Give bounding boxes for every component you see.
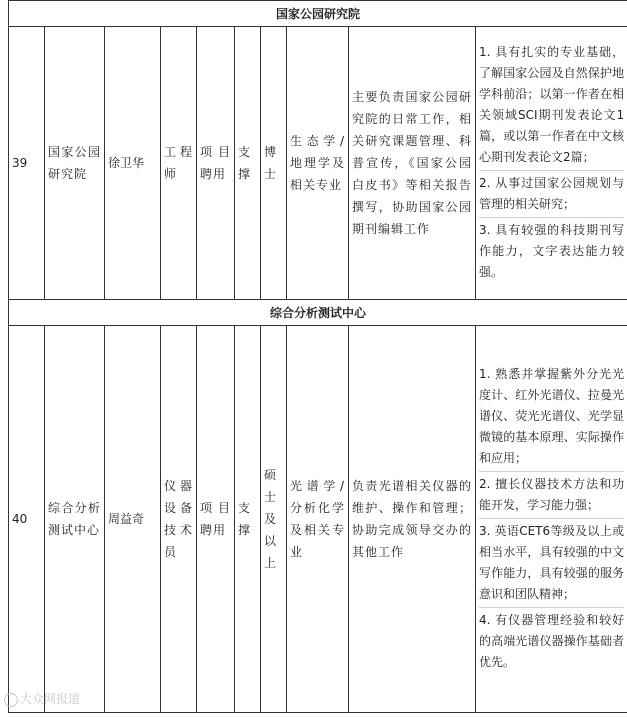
requirements-cell	[476, 27, 627, 300]
duties-cell: 主要负责国家公园研究院的日常工作，相关研究课题管理、科普宣传，《国家公园白皮书》等相关报告撰写，协助国家公园期刊编辑工作	[349, 27, 476, 300]
watermark	[4, 690, 80, 707]
mentor-cell: 徐卫华	[105, 27, 161, 300]
category-cell: 支撑	[235, 27, 261, 300]
position-cell: 工程师	[161, 27, 197, 300]
section-header-row	[9, 1, 627, 27]
requirement-item: 1. 熟悉并掌握紫外分光光度计、红外光谱仪、拉曼光谱仪、荧光光谱仪、光学显微镜的基本原理、实际操作和应用；	[479, 366, 625, 465]
requirement-item: 3. 具有较强的科技期刊写作能力，文字表达能力较强。	[479, 217, 624, 285]
type-cell: 项目聘用	[197, 326, 235, 713]
recruitment-table	[8, 0, 627, 713]
type-cell: 项目聘用	[197, 27, 235, 300]
requirements-cell	[476, 326, 627, 713]
unit-cell: 国家公园研究院	[45, 27, 105, 300]
section-title: 综合分析测试中心	[9, 300, 627, 326]
major-cell: 生态学/地理学及相关专业	[287, 27, 349, 300]
table-row	[9, 326, 627, 713]
row-number: 40	[9, 326, 45, 713]
unit-cell: 综合分析测试中心	[45, 326, 105, 713]
section-title: 国家公园研究院	[9, 1, 627, 27]
degree-cell: 硕士及以上	[261, 326, 287, 713]
requirement-item: 2. 擅长仪器技术方法和功能开发，学习能力强；	[479, 471, 624, 518]
watermark-logo-icon	[4, 693, 18, 707]
category-cell: 支撑	[235, 326, 261, 713]
position-cell: 仪器设备技术员	[161, 326, 197, 713]
requirement-item: 4. 有仪器管理经验和较好的高端光谱仪器操作基础者优先。	[479, 607, 624, 675]
requirement-item: 3. 英语CET6等级及以上或相当水平，具有较强的中文写作能力，具有较强的服务意识和团队精神；	[479, 518, 624, 607]
mentor-cell: 周益奇	[105, 326, 161, 713]
section-header-row	[9, 300, 627, 326]
requirement-item: 2. 从事过国家公园规划与管理的相关研究；	[479, 170, 624, 217]
degree-cell: 博士	[261, 27, 287, 300]
watermark-text: 大众网报道	[20, 692, 81, 706]
row-number: 39	[9, 27, 45, 300]
major-cell: 光谱学/分析化学及相关专业	[287, 326, 349, 713]
duties-cell: 负责光谱相关仪器的维护、操作和管理；协助完成领导交办的其他工作	[349, 326, 476, 713]
table-row	[9, 27, 627, 300]
requirement-item: 1. 具有扎实的专业基础，了解国家公园及自然保护地学科前沿；以第一作者在相关领域SCI期刊发表论文1篇，或以第一作者在中文核心期刊发表论文2篇；	[479, 44, 625, 164]
